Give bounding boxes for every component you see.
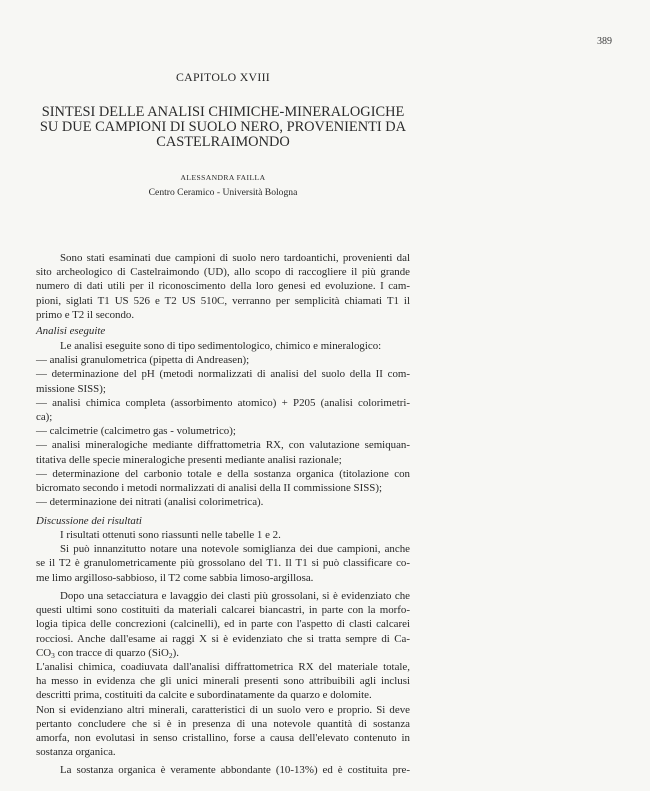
text-segment: CO xyxy=(36,646,52,659)
text-line: sito archeologico di Castelraimondo (UD), allo scopo di raccogliere il più grande xyxy=(36,266,410,279)
methods-list xyxy=(36,339,410,509)
method-item-line: — analisi chimica completa (assorbimento atomico) + P205 (analisi colorimetri- xyxy=(36,396,410,409)
text-line: logia tipica delle concrezioni (calcinelli), ed in parte con l'aspetto di clasti calcarei xyxy=(36,618,410,631)
text-line: me limo argilloso-sabbioso, il T2 come sabbia limoso-argillosa. xyxy=(36,571,314,584)
subscript: 3 xyxy=(51,650,55,660)
text-line: I risultati ottenuti sono riassunti nelle tabelle 1 e 2. xyxy=(60,529,281,541)
text-line: rocciosi. Anche dall'esame ai raggi X si è evidenziato che si tratta sempre di Ca- xyxy=(36,632,410,645)
text-line: primo e T2 il secondo. xyxy=(36,308,135,321)
intro-paragraph xyxy=(36,251,410,322)
text-line: descritti prima, costituiti da calcite e subordinatamente da quarzo e dolomite. xyxy=(36,689,372,702)
method-item-line: — determinazione dei nitrati (analisi colorimetrica). xyxy=(36,496,264,509)
text-line: numero di dati utili per il riconoscimento della loro genesi ed evoluzione. I cam- xyxy=(36,280,410,293)
methods-intro-line: Le analisi eseguite sono di tipo sedimentologico, chimico e mineralogico: xyxy=(60,340,382,352)
method-item-line: — calcimetrie (calcimetro gas - volumetrico); xyxy=(36,425,236,438)
text-line: Dopo una setacciatura e lavaggio dei clasti più grossolani, si è evidenziato che xyxy=(60,590,410,602)
discussion-paragraph xyxy=(36,528,410,585)
text-line: pioni, siglati T1 US 526 e T2 US 510C, verranno per semplicità chiamati T1 il xyxy=(36,294,410,307)
text-line: La sostanza organica è veramente abbondante (10-13%) ed è costituita pre- xyxy=(60,764,410,776)
section-heading-discussione: Discussione dei risultati xyxy=(36,515,142,527)
text-line: questi ultimi sono costituiti da materiali calcarei biancastri, in parte con la morfo- xyxy=(36,604,410,617)
discussion-paragraph xyxy=(36,589,410,759)
chapter-title xyxy=(36,105,410,150)
text-segment: con tracce di quarzo (SiO xyxy=(54,646,169,659)
title-line: SU DUE CAMPIONI DI SUOLO NERO, PROVENIENTI DA xyxy=(39,119,407,135)
method-item-continuation: bicromato secondo i metodi normalizzati di analisi della II commissione SISS); xyxy=(36,481,383,494)
text-line: Non si evidenziano altri minerali, caratteristici di un suolo vero e proprio. Si deve xyxy=(36,703,410,716)
discussion-paragraph xyxy=(36,763,410,777)
method-item-continuation: titativa delle specie mineralogiche presenti mediante analisi razionale; xyxy=(36,453,342,466)
method-item-continuation: ca); xyxy=(36,410,53,423)
text-segment: ). xyxy=(172,646,179,659)
text-line: se il T2 è granulometricamente più grossolano del T1. Il T1 si può classificare co- xyxy=(36,557,410,570)
chapter-label: CAPITOLO XVIII xyxy=(175,70,271,84)
method-item-line: — determinazione del pH (metodi normalizzati di analisi del suolo della II com- xyxy=(36,368,410,381)
method-item-line: — determinazione del carbonio totale e della sostanza organica (titolazione con xyxy=(36,467,410,480)
text-line: Si può innanzitutto notare una notevole somiglianza dei due campioni, anche xyxy=(60,543,410,556)
text-line: pertanto concludere che si è in presenza di una notevole quantità di sostanza xyxy=(36,717,410,730)
text-line: ha messo in evidenza che gli unici minerali presenti sono attribuibili agli inclusi xyxy=(36,675,410,688)
page-number: 389 xyxy=(597,36,612,47)
text-line: L'analisi chimica, coadiuvata dall'analisi diffrattometrica RX del materiale totale, xyxy=(36,660,410,673)
method-item-continuation: missione SISS); xyxy=(36,382,106,395)
text-line xyxy=(36,646,410,660)
subscript: 2 xyxy=(168,650,173,660)
author-name: ALESSANDRA FAILLA xyxy=(180,173,266,182)
section-heading-analisi: Analisi eseguite xyxy=(36,325,106,337)
title-line: SINTESI DELLE ANALISI CHIMICHE-MINERALOGICHE xyxy=(41,104,405,120)
method-item-line: — analisi granulometrica (pipetta di Andreasen); xyxy=(36,354,250,367)
method-item-line: — analisi mineralogiche mediante diffrattometria RX, con valutazione semiquan- xyxy=(36,439,410,452)
title-line: CASTELRAIMONDO xyxy=(156,134,290,150)
author-affiliation: Centro Ceramico - Università Bologna xyxy=(148,187,298,198)
text-line: amorfa, non evolutasi in senso cristallino, forse a causa dell'elevato contenuto in xyxy=(36,731,410,744)
text-line: sostanza organica. xyxy=(36,746,116,759)
text-line: Sono stati esaminati due campioni di suolo nero tardoantichi, provenienti dal xyxy=(60,252,410,264)
